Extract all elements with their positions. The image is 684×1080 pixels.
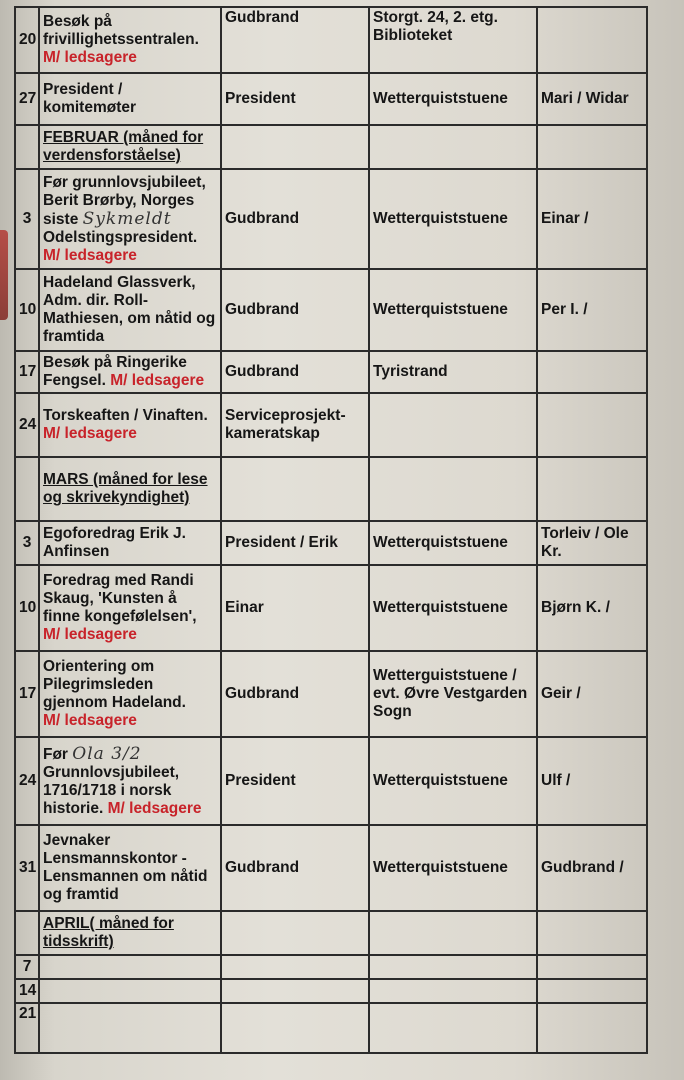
host-cell <box>537 351 647 393</box>
table-row <box>15 73 647 125</box>
topic-cell: Før Ola 3/2 Grunnlovsjubileet, 1716/1718 i norsk historie. M/ ledsagere <box>39 737 221 825</box>
table-row <box>15 737 647 825</box>
topic-cell: Orientering om Pilegrimsleden gjennom Hadeland. M/ ledsagere <box>39 651 221 737</box>
day-cell: 24 <box>15 393 39 457</box>
place-cell <box>369 979 537 1003</box>
topic-cell: Hadeland Glassverk, Adm. dir. Roll-Mathiesen, om nåtid og framtida <box>39 269 221 351</box>
host-cell: Geir / <box>537 651 647 737</box>
topic-cell: Foredrag med Randi Skaug, 'Kunsten å finne kongefølelsen', M/ ledsagere <box>39 565 221 651</box>
responsible-cell: Serviceprosjekt-kameratskap <box>221 393 369 457</box>
place-cell <box>369 1003 537 1053</box>
host-cell <box>537 955 647 979</box>
table-row <box>15 565 647 651</box>
companion-tag: M/ ledsagere <box>107 799 202 817</box>
place-cell: Wetterquiststuene <box>369 169 537 269</box>
day-cell: 27 <box>15 73 39 125</box>
host-cell: Bjørn K. / <box>537 565 647 651</box>
place-cell <box>369 393 537 457</box>
table-row <box>15 651 647 737</box>
table-row <box>15 269 647 351</box>
host-cell <box>537 979 647 1003</box>
place-cell: Wetterquiststuene <box>369 73 537 125</box>
companion-tag: M/ ledsagere <box>110 372 205 389</box>
topic-cell: Jevnaker Lensmannskontor - Lensmannen om nåtid og framtid <box>39 825 221 911</box>
companion-tag: M/ ledsagere <box>43 712 137 729</box>
table-row <box>15 169 647 269</box>
host-cell: Gudbrand / <box>537 825 647 911</box>
month-heading: MARS (måned for lese og skrivekyndighet) <box>39 457 221 521</box>
day-cell: 3 <box>15 169 39 269</box>
host-cell: Mari / Widar <box>537 73 647 125</box>
handwritten-note: Sykmeldt <box>82 208 172 229</box>
day-cell: 7 <box>15 955 39 979</box>
day-cell: 17 <box>15 351 39 393</box>
topic-cell: Egoforedrag Erik J. Anfinsen <box>39 521 221 565</box>
host-cell: Torleiv / Ole Kr. <box>537 521 647 565</box>
day-cell: 3 <box>15 521 39 565</box>
place-cell <box>369 955 537 979</box>
day-cell: 10 <box>15 269 39 351</box>
topic-cell <box>39 979 221 1003</box>
place-cell: Tyristrand <box>369 351 537 393</box>
place-cell: Wetterguiststuene / evt. Øvre Vestgarden Sogn <box>369 651 537 737</box>
schedule-table <box>14 6 648 1054</box>
responsible-cell <box>221 955 369 979</box>
day-cell: 14 <box>15 979 39 1003</box>
responsible-cell: Gudbrand <box>221 169 369 269</box>
host-cell <box>537 7 647 73</box>
day-cell: 24 <box>15 737 39 825</box>
companion-tag: M/ ledsagere <box>43 425 137 442</box>
companion-tag: M/ ledsagere <box>43 626 137 643</box>
topic-cell: Besøk på frivillighetssentralen. M/ ledsagere <box>39 7 221 73</box>
responsible-cell <box>221 979 369 1003</box>
place-cell: Wetterquiststuene <box>369 565 537 651</box>
place-cell: Storgt. 24, 2. etg. Biblioteket <box>369 7 537 73</box>
host-cell: Per I. / <box>537 269 647 351</box>
responsible-cell <box>221 1003 369 1053</box>
responsible-cell: Gudbrand <box>221 351 369 393</box>
topic-cell: President / komitemøter <box>39 73 221 125</box>
place-cell: Wetterquiststuene <box>369 521 537 565</box>
responsible-cell: Gudbrand <box>221 7 369 73</box>
host-cell <box>537 1003 647 1053</box>
topic-cell: Før grunnlovsjubileet, Berit Brørby, Norges siste Sykmeldt Odelstingspresident. M/ ledsagere <box>39 169 221 269</box>
month-row <box>15 457 647 521</box>
responsible-cell: President <box>221 737 369 825</box>
companion-tag: M/ ledsagere <box>43 49 137 66</box>
host-cell: Einar / <box>537 169 647 269</box>
responsible-cell: Gudbrand <box>221 825 369 911</box>
day-cell: 31 <box>15 825 39 911</box>
topic-cell <box>39 1003 221 1053</box>
day-cell: 20 <box>15 7 39 73</box>
month-heading: FEBRUAR (måned for verdensforståelse) <box>39 125 221 169</box>
day-cell: 17 <box>15 651 39 737</box>
responsible-cell: Gudbrand <box>221 269 369 351</box>
responsible-cell: Einar <box>221 565 369 651</box>
month-row <box>15 125 647 169</box>
month-heading: APRIL( måned for tidsskrift) <box>39 911 221 955</box>
table-row <box>15 825 647 911</box>
topic-cell: Besøk på Ringerike Fengsel. M/ ledsagere <box>39 351 221 393</box>
responsible-cell: President <box>221 73 369 125</box>
table-row <box>15 955 647 979</box>
topic-cell <box>39 955 221 979</box>
day-cell: 10 <box>15 565 39 651</box>
host-cell <box>537 393 647 457</box>
table-row <box>15 1003 647 1053</box>
responsible-cell: Gudbrand <box>221 651 369 737</box>
month-row <box>15 911 647 955</box>
table-row <box>15 351 647 393</box>
place-cell: Wetterquiststuene <box>369 825 537 911</box>
topic-cell: Torskeaften / Vinaften. M/ ledsagere <box>39 393 221 457</box>
place-cell: Wetterquiststuene <box>369 737 537 825</box>
responsible-cell: President / Erik <box>221 521 369 565</box>
red-edge-mark <box>0 230 8 320</box>
host-cell: Ulf / <box>537 737 647 825</box>
table-row <box>15 7 647 73</box>
handwritten-note: Ola 3/2 <box>72 743 142 764</box>
table-row <box>15 393 647 457</box>
day-cell: 21 <box>15 1003 39 1053</box>
table-row <box>15 979 647 1003</box>
companion-tag: M/ ledsagere <box>43 246 137 264</box>
table-row <box>15 521 647 565</box>
place-cell: Wetterquiststuene <box>369 269 537 351</box>
